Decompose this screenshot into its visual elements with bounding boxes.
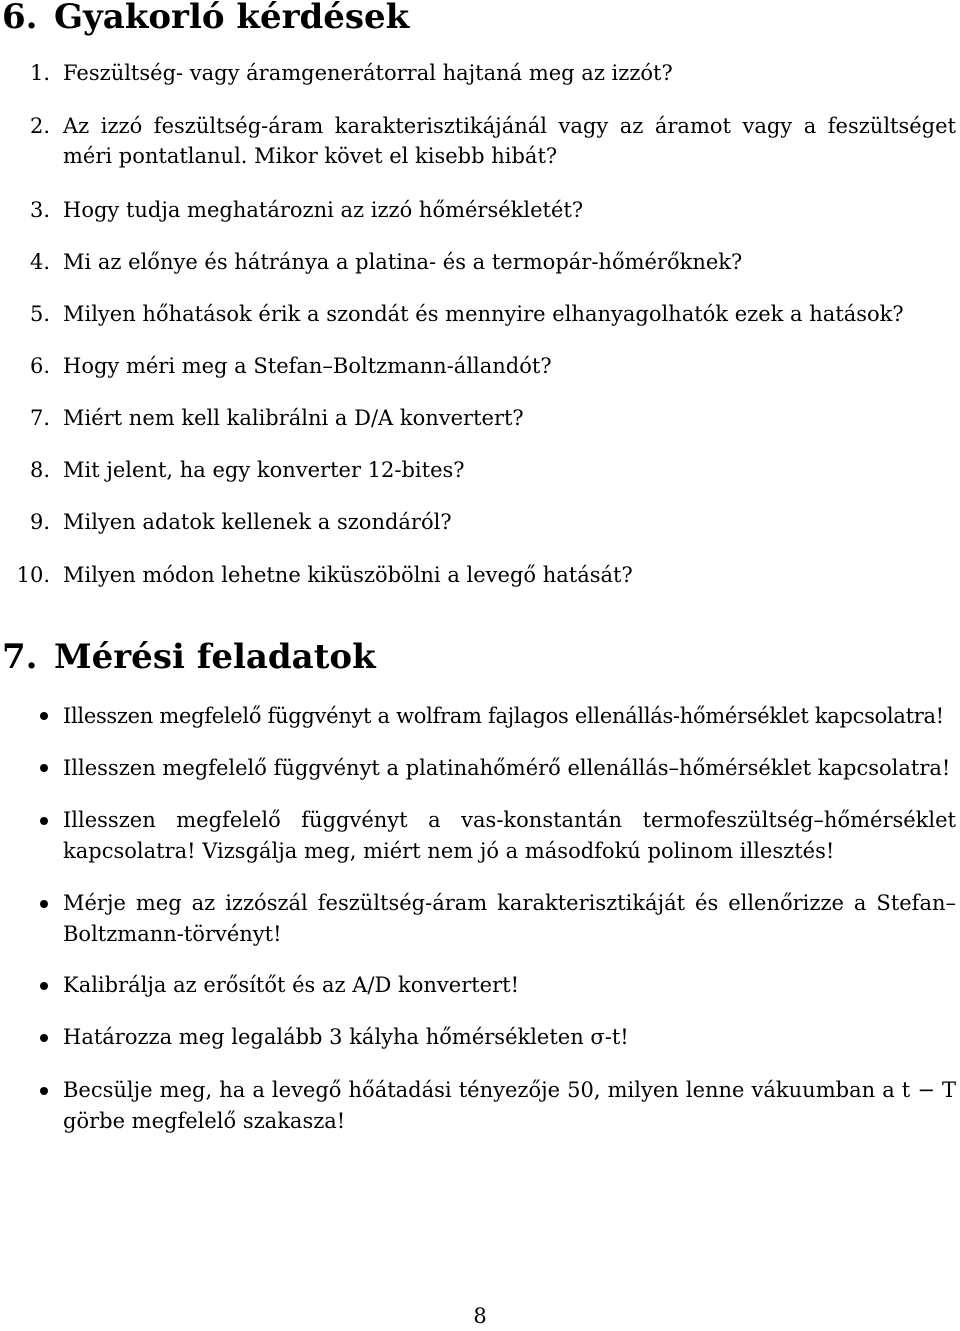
- question-text: Mit jelent, ha egy konverter 12-bites?: [63, 458, 465, 482]
- task-text: Illesszen megfelelő függvényt a wolfram fajlagos ellenállás-hőmérséklet kapcsolatra!: [63, 704, 944, 728]
- question-number: 1.: [29, 61, 50, 85]
- question-number: 10.: [16, 563, 50, 587]
- bullet-icon: [40, 712, 48, 720]
- question-text: Milyen adatok kellenek a szondáról?: [63, 510, 452, 534]
- bullet-icon: [40, 817, 48, 825]
- bullet-icon: [40, 1087, 48, 1095]
- section-heading-tasks: [2, 637, 376, 677]
- question-number: 9.: [29, 510, 50, 534]
- question-number: 3.: [29, 198, 50, 222]
- question-number: 5.: [29, 302, 50, 326]
- bullet-icon: [40, 900, 48, 908]
- bullet-icon: [40, 982, 48, 990]
- question-text: Mi az előnye és hátránya a platina- és a termopár-hőmérőknek?: [63, 250, 743, 274]
- question-number: 7.: [29, 406, 50, 430]
- question-text: Milyen hőhatások érik a szondát és mennyire elhanyagolhatók ezek a hatások?: [63, 302, 904, 326]
- task-text: Illesszen megfelelő függvényt a platinahőmérő ellenállás–hőmérséklet kapcsolatra!: [63, 756, 951, 780]
- task-text: Becsülje meg, ha a levegő hőátadási tényezője 50, milyen lenne vákuumban a t − T görbe megfelelő szakasza!: [63, 1078, 956, 1133]
- task-text: Határozza meg legalább 3 kályha hőmérsékleten σ-t!: [63, 1025, 629, 1049]
- question-number: 2.: [29, 114, 50, 138]
- section-number: 6.: [2, 0, 38, 37]
- section-number: 7.: [2, 637, 38, 677]
- section-title: Gyakorló kérdések: [54, 0, 410, 37]
- section-heading-questions: [2, 0, 410, 37]
- task-text: Kalibrálja az erősítőt és az A/D konvertert!: [63, 973, 520, 997]
- task-text: Illesszen megfelelő függvényt a vas-konstantán termofeszültség–hőmérséklet kapcsolatra! Vizsgálja meg, miért nem jó a másodfokú polinom illesztés!: [63, 808, 956, 863]
- question-text: Miért nem kell kalibrálni a D/A konvertert?: [63, 406, 524, 430]
- task-text: Mérje meg az izzószál feszültség-áram karakterisztikáját és ellenőrizze a Stefan–Boltzmann-törvényt!: [63, 891, 956, 946]
- question-number: 4.: [29, 250, 50, 274]
- section-title: Mérési feladatok: [54, 637, 376, 677]
- bullet-icon: [40, 764, 48, 772]
- page-number: 8: [473, 1304, 487, 1328]
- question-text: Feszültség- vagy áramgenerátorral hajtaná meg az izzót?: [63, 61, 673, 85]
- question-text: Hogy méri meg a Stefan–Boltzmann-állandót?: [63, 354, 552, 378]
- question-number: 6.: [29, 354, 50, 378]
- question-text: Milyen módon lehetne kiküszöbölni a levegő hatását?: [63, 563, 633, 587]
- bullet-icon: [40, 1034, 48, 1042]
- question-number: 8.: [29, 458, 50, 482]
- question-text: Hogy tudja meghatározni az izzó hőmérsékletét?: [63, 198, 584, 222]
- question-text: Az izzó feszültség-áram karakterisztikájánál vagy az áramot vagy a feszültséget méri pontatlanul. Mikor követ el kisebb hibát?: [63, 114, 956, 168]
